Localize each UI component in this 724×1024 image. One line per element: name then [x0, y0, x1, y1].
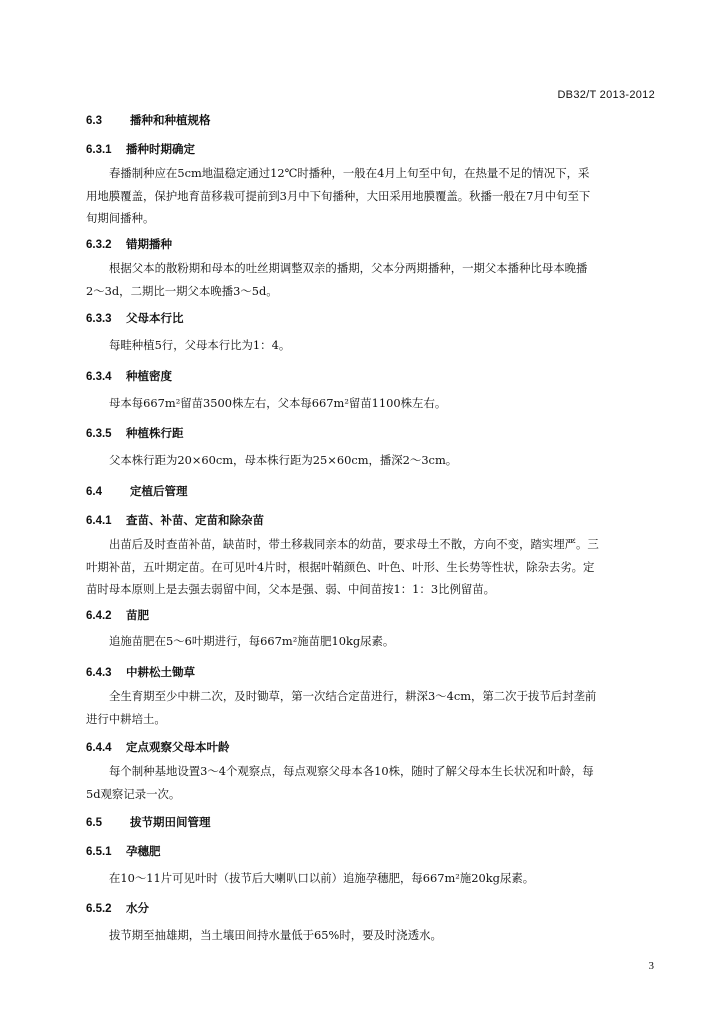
paragraph-6-4-4 [86, 760, 655, 805]
section-heading-6-4-3 [86, 664, 195, 680]
section-heading-6-5-2 [86, 900, 149, 916]
section-number: 6.3.5 [86, 428, 112, 440]
section-number: 6.4.4 [86, 742, 112, 754]
section-number: 6.5.2 [86, 903, 112, 915]
paragraph-line: 每个制种基地设置3～4个观察点，每点观察父母本各10株，随时了解父母本生长状况和叶龄，每 [109, 764, 594, 778]
paragraph-line: 进行中耕培土。 [86, 711, 166, 726]
paragraph-line: 5d观察记录一次。 [86, 786, 181, 801]
section-heading-6-3-5 [86, 425, 184, 441]
section-title: 种植密度 [126, 369, 172, 383]
section-number: 6.3.4 [86, 371, 112, 383]
paragraph-line: 每畦种植5行，父母本行比为1：4。 [109, 338, 291, 352]
section-title: 定点观察父母本叶龄 [126, 740, 230, 754]
section-title: 定植后管理 [130, 484, 188, 498]
page-number: 3 [648, 960, 654, 972]
paragraph-line: 出苗后及时查苗补苗，缺苗时，带土移栽同亲本的幼苗，要求母土不散，方向不变，踏实埋严。三 [109, 537, 599, 551]
paragraph-line: 2～3d，二期比一期父本晚播3～5d。 [86, 283, 278, 298]
section-heading-6-4 [86, 483, 188, 499]
paragraph-6-3-4 [86, 392, 655, 415]
section-number: 6.4.3 [86, 667, 112, 679]
section-title: 水分 [126, 901, 149, 915]
section-number: 6.3.3 [86, 313, 112, 325]
section-heading-6-3-1 [86, 141, 195, 157]
section-number: 6.4.2 [86, 610, 112, 622]
section-number: 6.5 [86, 817, 102, 829]
paragraph-line: 母本每667m²留苗3500株左右，父本每667m²留苗1100株左右。 [109, 396, 447, 410]
section-number: 6.3 [86, 115, 102, 127]
paragraph-line: 在10～11片可见叶时（拔节后大喇叭口以前）追施孕穗肥，每667m²施20kg尿素。 [109, 871, 535, 885]
paragraph-6-3-2 [86, 257, 655, 302]
paragraph-6-4-2 [86, 630, 655, 653]
section-heading-6-4-2 [86, 607, 149, 623]
section-heading-6-4-4 [86, 739, 230, 755]
section-heading-6-4-1 [86, 512, 264, 528]
section-title: 播种和种植规格 [130, 113, 211, 127]
paragraph-6-3-5 [86, 449, 655, 472]
section-title: 苗肥 [126, 608, 149, 622]
paragraph-line: 叶期补苗，五叶期定苗。在可见叶4片时，根据叶鞘颜色、叶色、叶形、生长势等性状，除杂去劣。定 [86, 559, 595, 574]
paragraph-6-5-2 [86, 924, 655, 947]
section-heading-6-3-3 [86, 310, 184, 326]
paragraph-line: 根据父本的散粉期和母本的吐丝期调整双亲的播期，父本分两期播种，一期父本播种比母本晚播 [109, 261, 588, 275]
section-heading-6-5-1 [86, 843, 161, 859]
standard-code: DB32/T 2013-2012 [557, 89, 655, 101]
paragraph-6-4-3 [86, 685, 655, 730]
paragraph-6-3-3 [86, 334, 655, 357]
paragraph-6-4-1 [86, 533, 655, 601]
paragraph-line: 全生育期至少中耕二次，及时锄草，第一次结合定苗进行，耕深3～4cm，第二次于拔节后封垄前 [109, 689, 597, 703]
paragraph-line: 拔节期至抽雄期，当土壤田间持水量低于65%时，要及时浇透水。 [109, 928, 442, 942]
section-title: 查苗、补苗、定苗和除杂苗 [126, 513, 264, 527]
section-number: 6.3.2 [86, 239, 112, 251]
paragraph-6-3-1 [86, 162, 655, 230]
section-heading-6-3-4 [86, 368, 172, 384]
paragraph-line: 用地膜覆盖，保护地育苗移栽可提前到3月中下旬播种，大田采用地膜覆盖。秋播一般在7月中旬至下 [86, 188, 591, 203]
section-number: 6.4 [86, 486, 102, 498]
section-title: 错期播种 [126, 237, 172, 251]
paragraph-line: 追施苗肥在5～6叶期进行，每667m²施苗肥10kg尿素。 [109, 634, 395, 648]
section-title: 种植株行距 [126, 426, 184, 440]
section-title: 播种时期确定 [126, 142, 195, 156]
section-title: 中耕松土锄草 [126, 665, 195, 679]
paragraph-6-5-1 [86, 867, 655, 890]
section-number: 6.5.1 [86, 846, 112, 858]
section-heading-6-5 [86, 814, 211, 830]
section-number: 6.3.1 [86, 144, 112, 156]
section-number: 6.4.1 [86, 515, 112, 527]
section-heading-6-3-2 [86, 236, 172, 252]
paragraph-line: 父本株行距为20×60cm，母本株行距为25×60cm，播深2～3cm。 [109, 453, 458, 467]
section-title: 父母本行比 [126, 311, 184, 325]
paragraph-line: 旬期间播种。 [86, 211, 155, 225]
paragraph-line: 苗时母本原则上是去强去弱留中间，父本是强、弱、中间苗按1：1：3比例留苗。 [86, 582, 496, 596]
section-heading-6-3 [86, 112, 211, 128]
paragraph-line: 春播制种应在5cm地温稳定通过12℃时播种，一般在4月上旬至中旬，在热量不足的情况下，采 [109, 166, 590, 180]
section-title: 拔节期田间管理 [130, 815, 211, 829]
section-title: 孕穗肥 [126, 844, 161, 858]
